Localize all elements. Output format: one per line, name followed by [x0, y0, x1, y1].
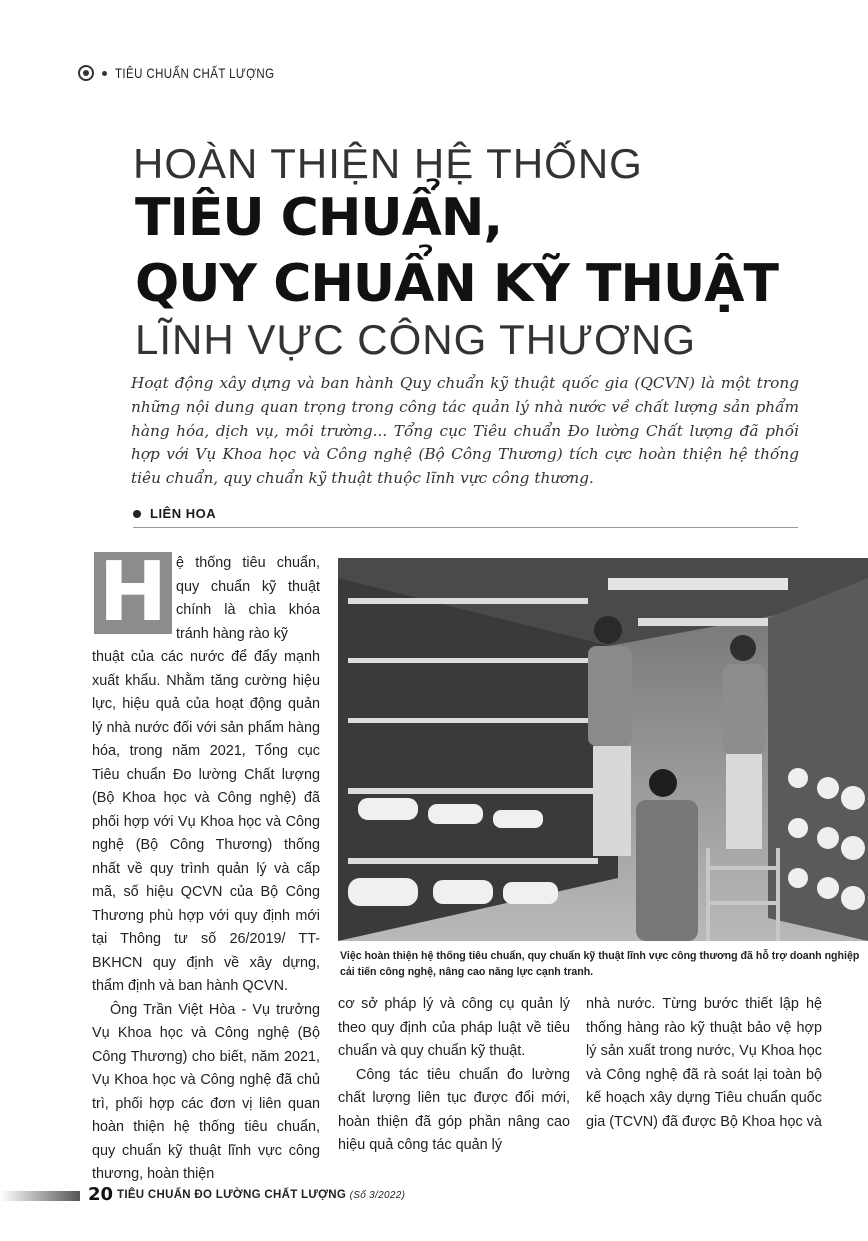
bullet-icon	[133, 510, 141, 518]
divider	[133, 527, 798, 528]
factory-photo	[338, 558, 868, 941]
bullet-icon	[102, 71, 107, 76]
lead-paragraph: Hoạt động xây dựng và ban hành Quy chuẩn kỹ thuật quốc gia (QCVN) là một trong những nội dung quan trọng trong công tác quản lý nhà nước về chất lượng sản phẩm hàng hóa, dịch vụ, môi trường... Tổng cục Tiêu chuẩn Đo lường Chất lượng đã phối hợp với Vụ Khoa học và Công nghệ (Bộ Công Thương) tích cực hoàn thiện hệ thống tiêu chuẩn, quy chuẩn kỹ thuật thuộc lĩnh vực công thương.	[131, 374, 799, 488]
column-1	[92, 646, 320, 1187]
photo-caption: Việc hoàn thiện hệ thống tiêu chuẩn, quy chuẩn kỹ thuật lĩnh vực công thương đã hỗ trợ doanh nghiệp cải tiến công nghệ, nâng cao năng lực cạnh tranh.	[340, 950, 860, 978]
title-line-3: QUY CHUẨN KỸ THUẬT	[135, 254, 778, 314]
body-text: ệ thống tiêu chuẩn, quy chuẩn kỹ thuật chính là chìa khóa tránh hàng rào kỹ	[176, 555, 320, 642]
footer-bar	[0, 1191, 80, 1201]
title-line-2: TIÊU CHUẨN,	[135, 188, 503, 248]
section-title: TIÊU CHUẨN CHẤT LƯỢNG	[115, 65, 275, 81]
page-number: 20	[88, 1184, 114, 1205]
author-byline	[133, 506, 216, 521]
title-line-4: LĨNH VỰC CÔNG THƯƠNG	[135, 316, 697, 363]
paragraph-intro	[176, 552, 320, 646]
column-2	[338, 993, 570, 1158]
photo-image	[338, 558, 868, 941]
title-line-1: HOÀN THIỆN HỆ THỐNG	[133, 140, 643, 187]
body-text: thuật của các nước để đẩy mạnh xuất khẩu. Nhằm tăng cường hiệu lực, hiệu quả của hoạt động quản lý nhà nước đối với sản phẩm hàng hóa, trong năm 2021, Tổng cục Tiêu chuẩn Đo lường Chất lượng (Bộ Khoa học và Công nghệ) đã phối hợp với Vụ Khoa học và Công nghệ (Bộ Công Thương) thống nhất về quy trình quản lý và cấp mã, số hiệu QCVN của Bộ Công Thương phù hợp với quy định mới tại Thông tư số 26/2019/ TT-BKHCN quy định về xây dựng, thẩm định và ban hành QCVN.	[92, 649, 320, 994]
section-label	[78, 60, 309, 86]
author-name: LIÊN HOA	[150, 506, 217, 521]
magazine-name: TIÊU CHUẨN ĐO LƯỜNG CHẤT LƯỢNG	[117, 1189, 347, 1201]
body-text: Công tác tiêu chuẩn đo lường chất lượng liên tục được đổi mới, hoàn thiện đã góp phần nâng cao hiệu quả công tác quản lý	[338, 1066, 570, 1153]
column-3	[586, 993, 822, 1134]
body-text: Ông Trần Việt Hòa - Vụ trưởng Vụ Khoa học và Công nghệ (Bộ Công Thương) cho biết, năm 2021, Vụ Khoa học và Công nghệ đã chủ trì, phối hợp các đơn vị liên quan hoàn thiện hệ thống tiêu chuẩn, quy chuẩn kỹ thuật lĩnh vực công thương, hoàn thiện	[92, 1001, 320, 1182]
target-icon	[78, 65, 94, 81]
body-text: cơ sở pháp lý và công cụ quản lý theo quy định của pháp luật về tiêu chuẩn và quy chuẩn kỹ thuật.	[338, 996, 570, 1059]
footer-magazine	[117, 1189, 405, 1201]
drop-cap: H	[94, 552, 172, 634]
issue-number: (Số 3/2022)	[349, 1190, 406, 1201]
body-text: nhà nước. Từng bước thiết lập hệ thống hàng rào kỹ thuật bảo vệ hợp lý sản xuất trong nước, Vụ Khoa học và Công nghệ đã rà soát lại toàn bộ kế hoạch xây dựng Tiêu chuẩn quốc gia (TCVN) đã được Bộ Khoa học và	[586, 996, 822, 1130]
